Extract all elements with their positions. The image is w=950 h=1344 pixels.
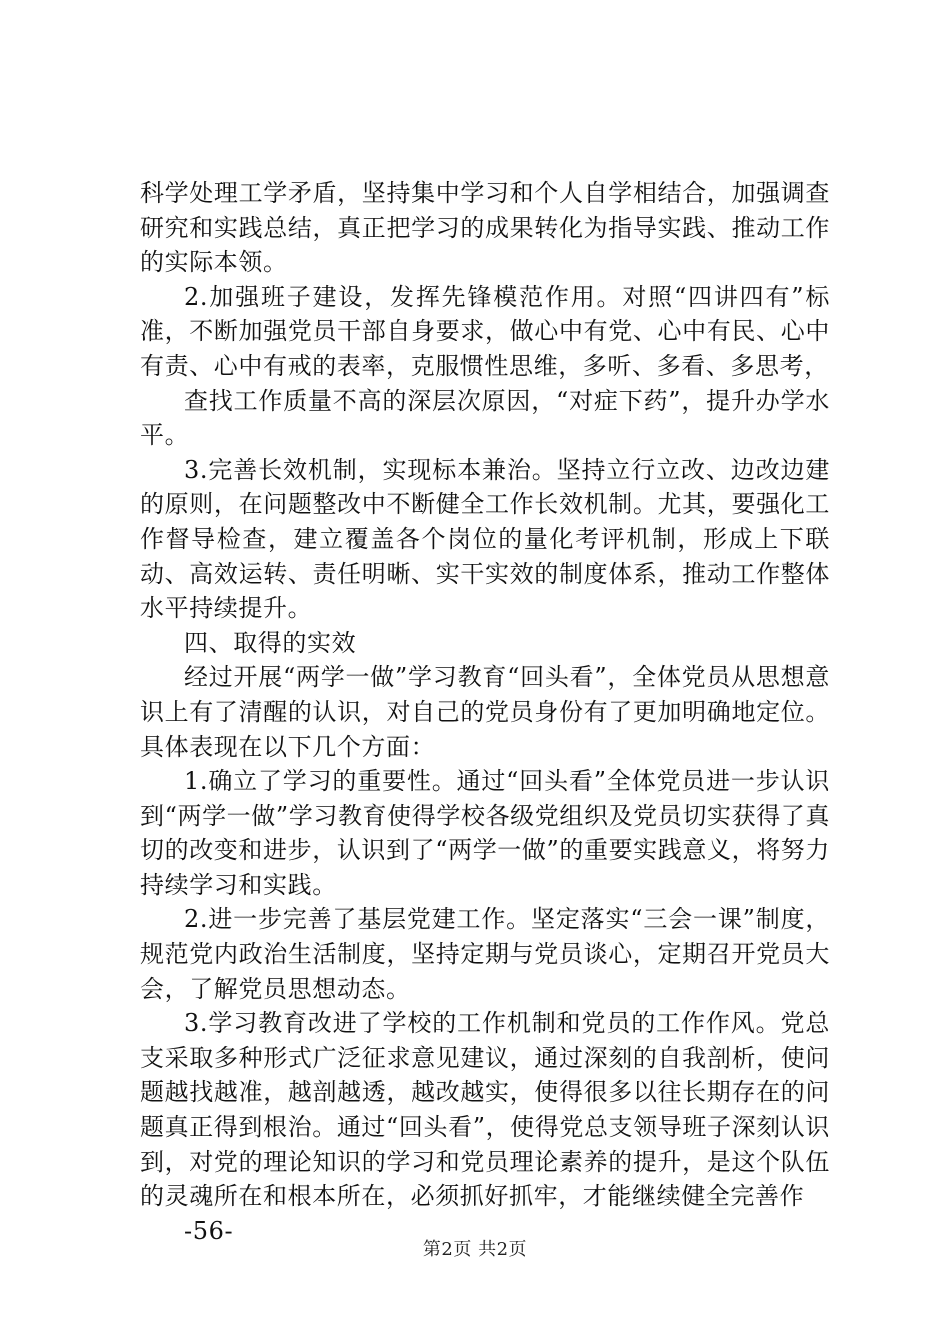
paragraph-2: 2.加强班子建设，发挥先锋模范作用。对照“四讲四有”标准，不断加强党员干部自身要求，做心中有党、心中有民、心中有责、心中有戒的表率，克服惯性思维，多听、多看、多思考，: [140, 282, 830, 380]
inline-page-number: -56-: [184, 1216, 234, 1245]
section-heading: 四、取得的实效: [184, 628, 357, 657]
paragraph-3: 查找工作质量不高的深层次原因，“对症下药”，提升办学水平。: [140, 386, 830, 450]
paragraph-8: 3.学习教育改进了学校的工作机制和党员的工作作风。党总支采取多种形式广泛征求意见建议，通过深刻的自我剖析，使问题越找越准，越剖越透，越改越实，使得很多以往长期存在的问题真正得到根治。通过“回头看”，使得党总支领导班子深刻认识到，对党的理论知识的学习和党员理论素养的提升，是这个队伍的灵魂所在和根本所在，必须抓好抓牢，才能继续健全完善作: [140, 1009, 830, 1211]
paragraph-7: 2.进一步完善了基层党建工作。坚定落实“三会一课”制度，规范党内政治生活制度，坚持定期与党员谈心，定期召开党员大会，了解党员思想动态。: [140, 905, 830, 1003]
paragraph-6: 1.确立了学习的重要性。通过“回头看”全体党员进一步认识到“两学一做”学习教育使得学校各级党组织及党员切实获得了真切的改变和进步，认识到了“两学一做”的重要实践意义，将努力持续学习和实践。: [140, 767, 830, 899]
page-footer: 第2页 共2页: [422, 1239, 528, 1260]
paragraph-5: 经过开展“两学一做”学习教育“回头看”，全体党员从思想意识上有了清醒的认识，对自己的党员身份有了更加明确地定位。具体表现在以下几个方面：: [140, 663, 830, 761]
document-body: [140, 176, 830, 1248]
paragraph-1: 科学处理工学矛盾，坚持集中学习和个人自学相结合，加强调查研究和实践总结，真正把学习的成果转化为指导实践、推动工作的实际本领。: [140, 179, 830, 277]
paragraph-4: 3.完善长效机制，实现标本兼治。坚持立行立改、边改边建的原则，在问题整改中不断健全工作长效机制。尤其，要强化工作督导检查，建立覆盖各个岗位的量化考评机制，形成上下联动、高效运转、责任明晰、实干实效的制度体系，推动工作整体水平持续提升。: [140, 455, 830, 623]
